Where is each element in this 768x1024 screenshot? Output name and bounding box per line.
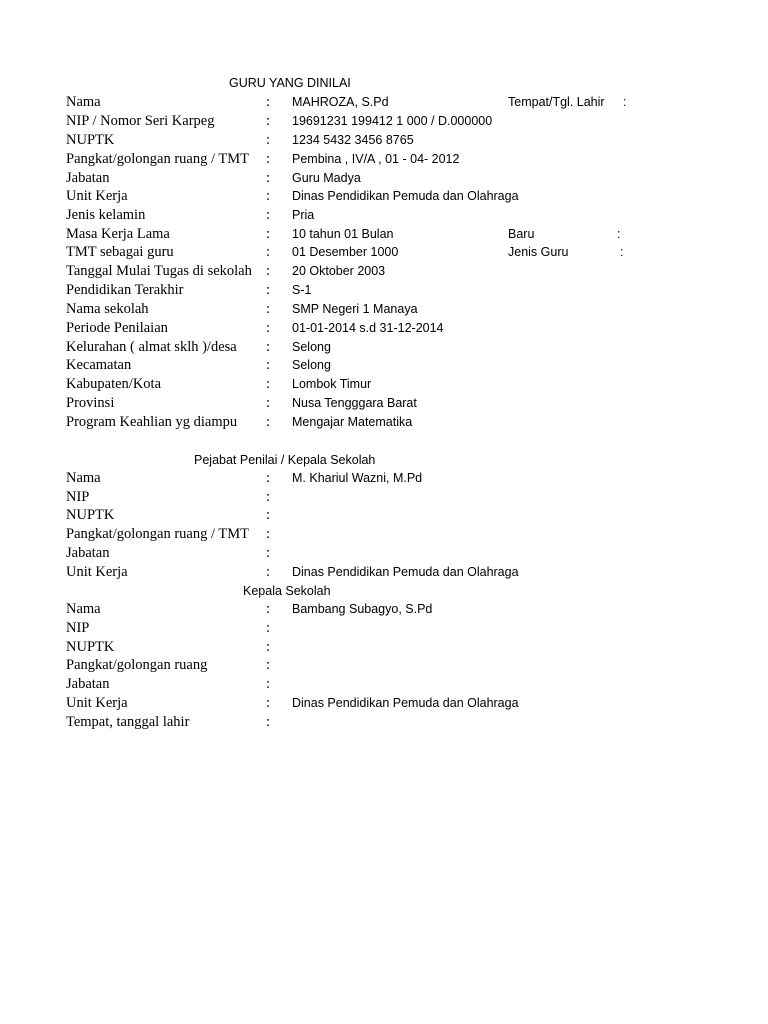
field-colon: : <box>266 357 271 373</box>
field-colon: : <box>266 244 271 260</box>
baru-label: Baru <box>508 227 535 241</box>
field-label: Unit Kerja <box>66 564 128 580</box>
field-colon: : <box>266 489 271 505</box>
field-value: MAHROZA, S.Pd <box>292 95 389 109</box>
guru-row-pendidikan <box>0 281 768 300</box>
kepala-heading: Kepala Sekolah <box>243 584 331 598</box>
pejabat-row-nama <box>0 469 768 488</box>
field-colon: : <box>266 113 271 129</box>
field-colon: : <box>266 657 271 673</box>
field-label: Nama <box>66 601 101 617</box>
guru-row-kelurahan <box>0 338 768 357</box>
guru-row-jabatan <box>0 169 768 188</box>
field-value: Guru Madya <box>292 171 361 185</box>
field-label: Jabatan <box>66 170 110 186</box>
field-colon: : <box>266 695 271 711</box>
kepala-row-nama <box>0 600 768 619</box>
jenis-guru-label: Jenis Guru <box>508 245 569 259</box>
field-label: Jabatan <box>66 545 110 561</box>
field-value: Selong <box>292 340 331 354</box>
baru-colon: : <box>617 227 621 241</box>
guru-row-nama <box>0 93 768 112</box>
field-label: NUPTK <box>66 132 115 148</box>
field-colon: : <box>266 301 271 317</box>
field-value: Selong <box>292 358 331 372</box>
field-colon: : <box>266 639 271 655</box>
guru-row-masa-kerja <box>0 225 768 244</box>
field-label: NIP <box>66 620 90 636</box>
field-colon: : <box>266 263 271 279</box>
field-value: 01-01-2014 s.d 31-12-2014 <box>292 321 444 335</box>
guru-heading: GURU YANG DINILAI <box>229 76 351 90</box>
field-label: Nama sekolah <box>66 301 149 317</box>
field-colon: : <box>266 188 271 204</box>
pejabat-row-unit-kerja <box>0 563 768 582</box>
field-colon: : <box>266 507 271 523</box>
field-colon: : <box>266 376 271 392</box>
field-colon: : <box>266 526 271 542</box>
field-label: NIP / Nomor Seri Karpeg <box>66 113 215 129</box>
kepala-row-unit-kerja <box>0 694 768 713</box>
field-colon: : <box>266 226 271 242</box>
field-colon: : <box>266 339 271 355</box>
field-label: NUPTK <box>66 507 115 523</box>
field-label: Tempat, tanggal lahir <box>66 714 190 730</box>
field-value: 01 Desember 1000 <box>292 245 399 259</box>
field-value: M. Khariul Wazni, M.Pd <box>292 471 423 485</box>
guru-row-jenis-kelamin <box>0 206 768 225</box>
field-label: Unit Kerja <box>66 695 128 711</box>
field-label: Pendidikan Terakhir <box>66 282 184 298</box>
tempat-lahir-label: Tempat/Tgl. Lahir <box>508 95 605 109</box>
field-label: Masa Kerja Lama <box>66 226 170 242</box>
guru-row-nama-sekolah <box>0 300 768 319</box>
pejabat-heading: Pejabat Penilai / Kepala Sekolah <box>194 453 376 467</box>
field-value: SMP Negeri 1 Manaya <box>292 302 418 316</box>
guru-row-pangkat <box>0 150 768 169</box>
field-label: Provinsi <box>66 395 115 411</box>
pejabat-row-nip <box>0 488 768 507</box>
field-label: Pangkat/golongan ruang / TMT <box>66 526 249 542</box>
field-label: Tanggal Mulai Tugas di sekolah <box>66 263 252 279</box>
field-label: Kecamatan <box>66 357 132 373</box>
field-value: Pria <box>292 208 315 222</box>
kepala-row-jabatan <box>0 675 768 694</box>
field-colon: : <box>266 395 271 411</box>
field-colon: : <box>266 151 271 167</box>
guru-row-kabupaten <box>0 375 768 394</box>
field-label: Pangkat/golongan ruang <box>66 657 208 673</box>
field-value: Mengajar Matematika <box>292 415 413 429</box>
guru-row-program-keahlian <box>0 413 768 432</box>
field-colon: : <box>266 414 271 430</box>
field-value: 19691231 199412 1 000 / D.000000 <box>292 114 493 128</box>
field-value: Lombok Timur <box>292 377 372 391</box>
field-label: Program Keahlian yg diampu <box>66 414 238 430</box>
field-label: NIP <box>66 489 90 505</box>
field-colon: : <box>266 94 271 110</box>
field-colon: : <box>266 282 271 298</box>
guru-row-nuptk <box>0 131 768 150</box>
field-value: Bambang Subagyo, S.Pd <box>292 602 433 616</box>
field-colon: : <box>266 620 271 636</box>
field-value: 10 tahun 01 Bulan <box>292 227 394 241</box>
field-value: Dinas Pendidikan Pemuda dan Olahraga <box>292 189 519 203</box>
field-colon: : <box>266 564 271 580</box>
kepala-row-tempat-lahir <box>0 713 768 732</box>
field-label: Kelurahan ( almat sklh )/desa <box>66 339 237 355</box>
guru-row-tmt-guru <box>0 243 768 262</box>
field-value: S-1 <box>292 283 312 297</box>
field-value: Pembina , IV/A , 01 - 04- 2012 <box>292 152 460 166</box>
jenis-guru-colon: : <box>620 245 624 259</box>
field-label: Kabupaten/Kota <box>66 376 162 392</box>
field-colon: : <box>266 470 271 486</box>
field-label: Jenis kelamin <box>66 207 146 223</box>
field-label: Pangkat/golongan ruang / TMT <box>66 151 249 167</box>
guru-row-provinsi <box>0 394 768 413</box>
guru-row-periode <box>0 319 768 338</box>
pejabat-row-jabatan <box>0 544 768 563</box>
guru-row-nip <box>0 112 768 131</box>
field-label: Periode Penilaian <box>66 320 168 336</box>
field-label: Nama <box>66 94 101 110</box>
field-colon: : <box>266 207 271 223</box>
field-value: 1234 5432 3456 8765 <box>292 133 414 147</box>
field-value: Dinas Pendidikan Pemuda dan Olahraga <box>292 565 519 579</box>
field-label: NUPTK <box>66 639 115 655</box>
field-colon: : <box>266 714 271 730</box>
field-colon: : <box>266 132 271 148</box>
field-value: Dinas Pendidikan Pemuda dan Olahraga <box>292 696 519 710</box>
pejabat-row-pangkat <box>0 525 768 544</box>
guru-row-kecamatan <box>0 356 768 375</box>
pejabat-row-nuptk <box>0 506 768 525</box>
field-colon: : <box>266 320 271 336</box>
field-colon: : <box>266 170 271 186</box>
kepala-row-pangkat <box>0 656 768 675</box>
field-colon: : <box>266 601 271 617</box>
field-label: Unit Kerja <box>66 188 128 204</box>
field-label: TMT sebagai guru <box>66 244 174 260</box>
field-value: 20 Oktober 2003 <box>292 264 386 278</box>
guru-row-tanggal-mulai <box>0 262 768 281</box>
field-colon: : <box>266 676 271 692</box>
kepala-row-nuptk <box>0 638 768 657</box>
field-value: Nusa Tengggara Barat <box>292 396 417 410</box>
field-label: Nama <box>66 470 101 486</box>
guru-row-unit-kerja <box>0 187 768 206</box>
field-label: Jabatan <box>66 676 110 692</box>
kepala-row-nip <box>0 619 768 638</box>
tempat-lahir-colon: : <box>623 95 627 109</box>
field-colon: : <box>266 545 271 561</box>
